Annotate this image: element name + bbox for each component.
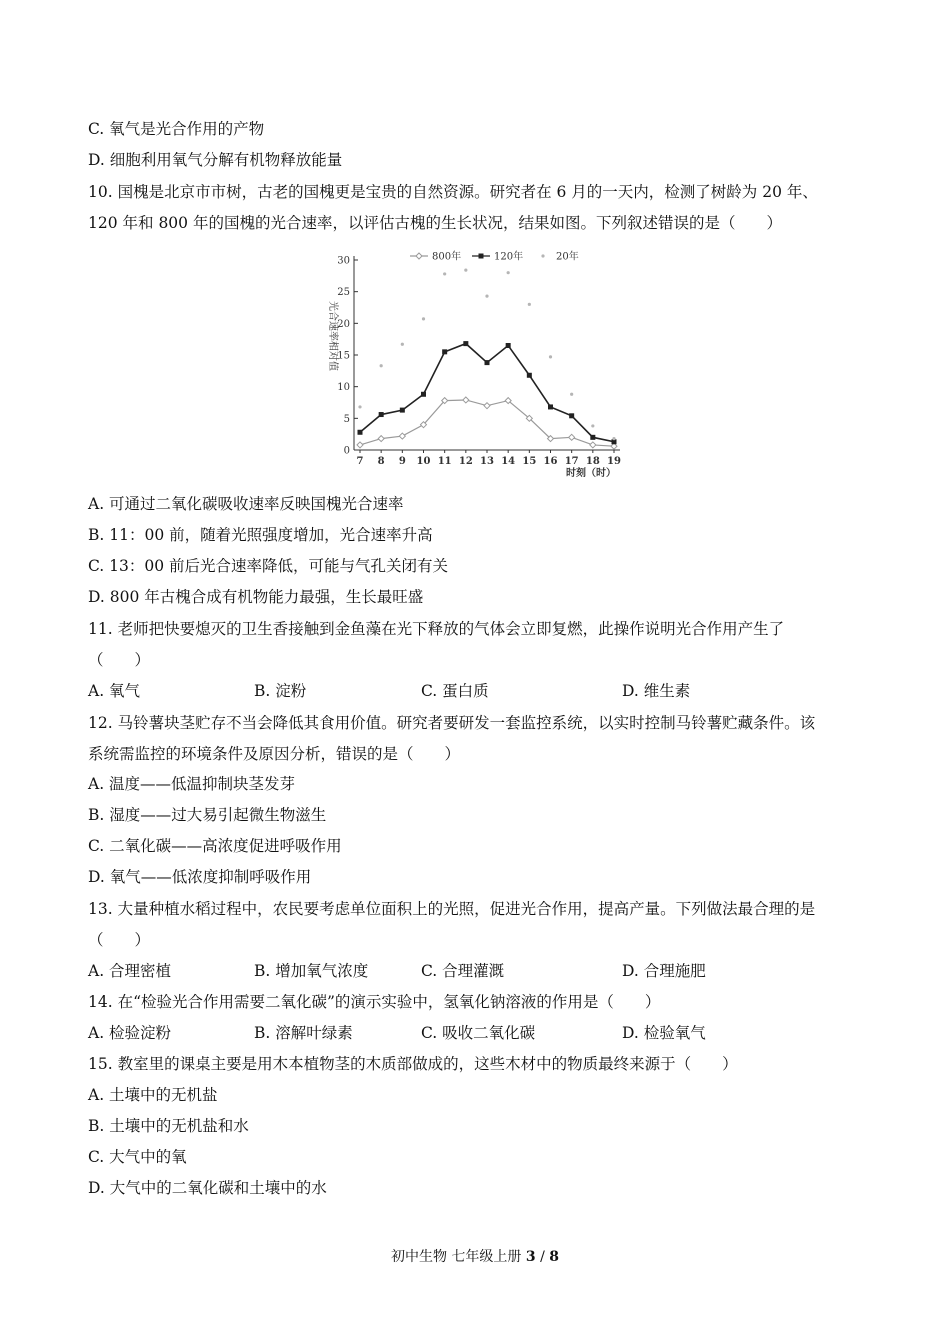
chart-x-tick-label: 18 — [585, 456, 600, 467]
chart-point-800yr — [590, 442, 596, 448]
chart-point-800yr — [378, 436, 384, 442]
q11-stem-line2: （ ） — [88, 651, 151, 669]
q15-option-a: A. 土壤中的无机盐 — [88, 1086, 218, 1104]
chart-y-tick-label: 0 — [343, 445, 350, 457]
q12-option-d: D. 氧气——低浓度抑制呼吸作用 — [88, 868, 312, 886]
chart-point-20yr — [443, 272, 446, 275]
q14-option-b: B. 溶解叶绿素 — [254, 1024, 353, 1042]
chart-x-tick-label: 14 — [501, 456, 516, 467]
chart-legend-label: 120年 — [494, 251, 524, 263]
chart-legend-label: 20年 — [556, 251, 579, 263]
q13-option-a: A. 合理密植 — [88, 962, 172, 980]
footer-separator: / — [535, 1249, 550, 1265]
chart-x-tick-label: 8 — [377, 456, 385, 467]
q10-stem-line1: 10. 国槐是北京市市树，古老的国槐更是宝贵的自然资源。研究者在 6 月的一天内，检测了树龄为 20 年、 — [88, 183, 818, 201]
chart-legend-item — [472, 250, 523, 263]
chart-y-tick-label: 25 — [337, 287, 350, 299]
q10-stem-line2: 120 年和 800 年的国槐的光合速率，以评估古槐的生长状况，结果如图。下列叙述错误的是（ ） — [88, 214, 782, 232]
q10-option-a: A. 可通过二氧化碳吸收速率反映国槐光合速率 — [88, 495, 404, 513]
footer-total-pages: 8 — [549, 1249, 560, 1265]
chart-point-120yr — [358, 430, 363, 435]
q11-option-d: D. 维生素 — [622, 682, 691, 700]
chart-point-120yr — [506, 343, 511, 348]
q12-option-b: B. 湿度——过大易引起微生物滋生 — [88, 806, 327, 824]
chart-point-120yr — [548, 404, 553, 409]
q11-option-c: C. 蛋白质 — [421, 682, 489, 700]
q13-option-b: B. 增加氧气浓度 — [254, 962, 369, 980]
chart-point-20yr — [570, 393, 573, 396]
q14-option-d: D. 检验氧气 — [622, 1024, 706, 1042]
chart-y-axis-label: 光合速率相对值 — [327, 301, 338, 371]
chart-point-120yr — [527, 373, 532, 378]
chart-point-800yr — [569, 434, 575, 440]
chart-point-20yr — [507, 271, 510, 274]
q10-option-c: C. 13：00 前后光合速率降低，可能与气孔关闭有关 — [88, 557, 449, 575]
q15-option-b: B. 土壤中的无机盐和水 — [88, 1117, 249, 1135]
q9-option-d: D. 细胞利用氧气分解有机物释放能量 — [88, 151, 343, 169]
chart-x-tick-label: 19 — [607, 456, 621, 467]
chart-point-20yr — [422, 317, 425, 320]
chart-x-tick-label: 15 — [522, 456, 537, 467]
chart-x-tick-label: 11 — [437, 456, 452, 467]
chart-legend-item — [541, 250, 578, 263]
chart-y-tick-label: 15 — [337, 350, 350, 362]
chart-x-tick-label: 16 — [543, 456, 558, 467]
q13-option-d: D. 合理施肥 — [622, 962, 706, 980]
chart-y-tick-label: 10 — [337, 382, 350, 394]
chart-line-120yr — [360, 344, 614, 442]
chart-y-tick-label: 5 — [343, 413, 350, 425]
q15-option-d: D. 大气中的二氧化碳和土壤中的水 — [88, 1179, 327, 1197]
q14-option-a: A. 检验淀粉 — [88, 1024, 172, 1042]
chart-point-800yr — [357, 442, 363, 448]
q13-options — [88, 960, 868, 982]
q11-option-a: A. 氧气 — [88, 682, 141, 700]
q15-option-c: C. 大气中的氧 — [88, 1148, 187, 1166]
chart-point-20yr — [591, 424, 594, 427]
chart-y-tick-label: 30 — [337, 255, 350, 267]
q14-option-c: C. 吸收二氧化碳 — [421, 1024, 536, 1042]
chart-point-120yr — [463, 341, 468, 346]
chart-x-tick-label: 10 — [416, 456, 431, 467]
chart-point-120yr — [379, 412, 384, 417]
chart-point-120yr — [400, 408, 405, 413]
chart-point-800yr — [484, 403, 490, 409]
chart-point-20yr — [485, 295, 488, 298]
chart-point-20yr — [612, 437, 615, 440]
chart-point-120yr — [590, 435, 595, 440]
chart-x-tick-label: 7 — [356, 456, 364, 467]
photosynthesis-rate-chart — [318, 246, 638, 482]
q10-option-d: D. 800 年古槐合成有机物能力最强，生长最旺盛 — [88, 588, 424, 606]
q11-options — [88, 680, 868, 702]
chart-point-120yr — [569, 413, 574, 418]
page-footer — [0, 1246, 950, 1266]
chart-x-axis-label: 时刻（时） — [566, 468, 616, 479]
footer-title: 初中生物 七年级上册 — [390, 1249, 522, 1265]
chart-legend-marker — [541, 254, 544, 257]
chart-point-800yr — [399, 433, 405, 439]
chart-x-tick-label: 12 — [458, 456, 473, 467]
q12-stem-line1: 12. 马铃薯块茎贮存不当会降低其食用价值。研究者要研发一套监控系统，以实时控制马铃薯贮藏条件。该 — [88, 714, 816, 732]
chart-series-20yr — [358, 269, 615, 441]
chart-point-20yr — [358, 405, 361, 408]
q11-option-b: B. 淀粉 — [254, 682, 307, 700]
q12-option-a: A. 温度——低温抑制块茎发芽 — [88, 775, 296, 793]
chart-point-120yr — [421, 392, 426, 397]
chart-y-tick-label: 20 — [337, 318, 350, 330]
chart-point-20yr — [464, 269, 467, 272]
chart-x-tick-label: 9 — [398, 456, 406, 467]
chart-legend-marker — [479, 254, 484, 259]
q13-stem-line1: 13. 大量种植水稻过程中，农民要考虑单位面积上的光照，促进光合作用，提高产量。下列做法最合理的是 — [88, 900, 816, 918]
chart-legend-item — [410, 250, 461, 263]
chart-point-120yr — [442, 349, 447, 354]
chart-point-20yr — [549, 355, 552, 358]
chart-point-20yr — [401, 343, 404, 346]
q14-options — [88, 1022, 868, 1044]
q9-option-c: C. 氧气是光合作用的产物 — [88, 120, 265, 138]
chart-point-20yr — [528, 303, 531, 306]
chart-x-tick-label: 13 — [480, 456, 494, 467]
footer-page-number: 3 — [525, 1249, 536, 1265]
chart-point-20yr — [380, 364, 383, 367]
chart-series-120yr — [358, 341, 617, 444]
chart-point-120yr — [485, 360, 490, 365]
q13-option-c: C. 合理灌溉 — [421, 962, 505, 980]
q15-stem: 15. 教室里的课桌主要是用木本植物茎的木质部做成的，这些木材中的物质最终来源于（ ） — [88, 1055, 738, 1073]
chart-point-800yr — [463, 397, 469, 403]
q14-stem: 14. 在“检验光合作用需要二氧化碳”的演示实验中，氢氧化钠溶液的作用是（ ） — [88, 993, 661, 1011]
q12-option-c: C. 二氧化碳——高浓度促进呼吸作用 — [88, 837, 342, 855]
q10-option-b: B. 11：00 前，随着光照强度增加，光合速率升高 — [88, 526, 433, 544]
q11-stem-line1: 11. 老师把快要熄灭的卫生香接触到金鱼藻在光下释放的气体会立即复燃，此操作说明光合作用产生了 — [88, 620, 785, 638]
chart-legend-marker — [416, 253, 422, 259]
chart-x-tick-label: 17 — [564, 456, 579, 467]
q13-stem-line2: （ ） — [88, 931, 151, 949]
chart-legend-label: 800年 — [432, 251, 462, 263]
q12-stem-line2: 系统需监控的环境条件及原因分析，错误的是（ ） — [88, 745, 461, 763]
